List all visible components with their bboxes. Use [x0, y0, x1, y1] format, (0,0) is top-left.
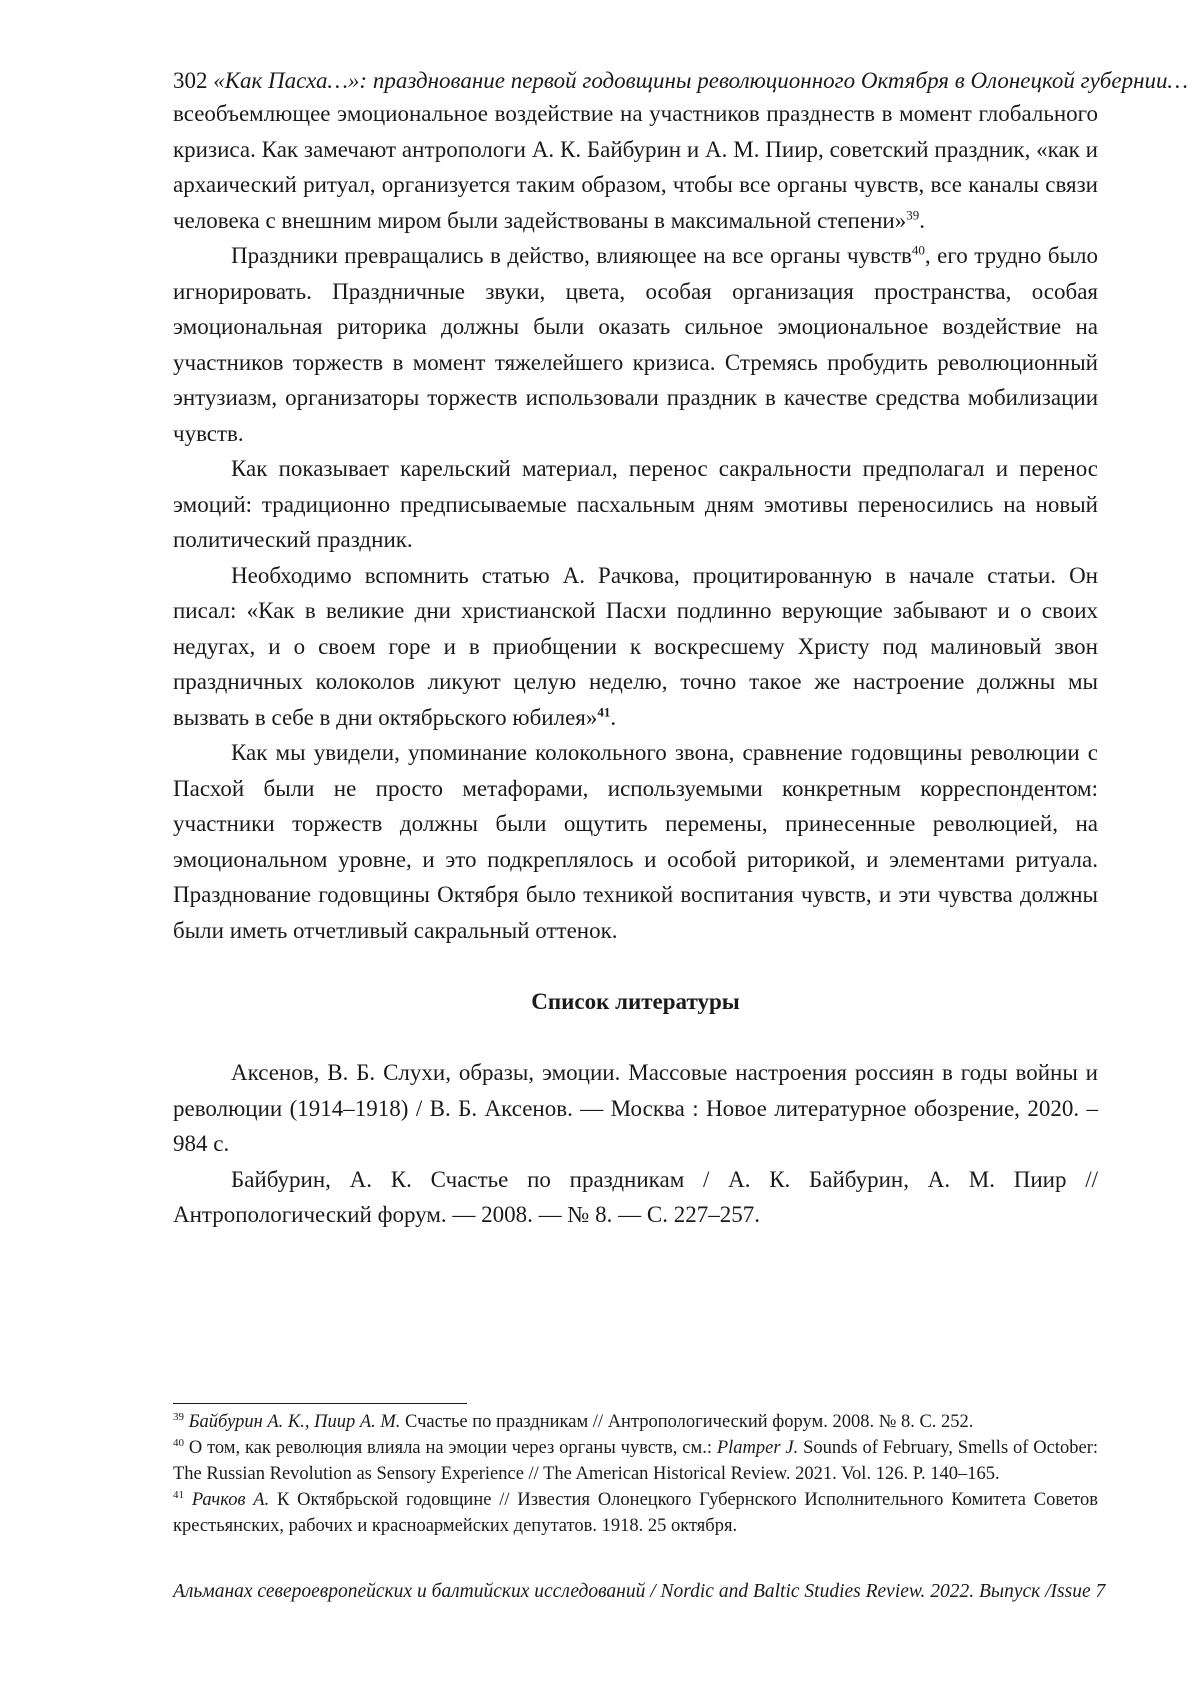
footnote-number: 39: [173, 1410, 184, 1423]
reference-item: Байбурин, А. К. Счастье по праздникам / А. К. Байбурин, А. М. Пиир // Антропологический форум. — 2008. — № 8. — С. 227–257.: [173, 1166, 1098, 1227]
footnote-author: Рачков А.: [191, 1490, 270, 1510]
reference-item: Аксенов, В. Б. Слухи, образы, эмоции. Массовые настроения россиян в годы войны и революции (1914–1918) / В. Б. Аксенов. — Москва : Новое литературное обозрение, 2020. – 984 с.: [173, 1060, 1098, 1156]
page-number: 302: [173, 68, 208, 93]
footnotes: [173, 1409, 1098, 1539]
paragraph-text: всеобъемлющее эмоциональное воздействие на участников празднеств в момент глобального кризиса. Как замечают антропологи А. К. Байбурин и А. М. Пиир, советский праздник, «как и архаический ритуал, организуется таким образом, чтобы все органы чувств, все каналы связи человека с внешним миром были задействованы в максимальной степени»: [173, 101, 1098, 233]
running-footer: Альманах североевропейских и балтийских исследований / Nordic and Baltic Studies Review. 2022. Выпуск /Issue 7: [173, 1581, 1106, 1602]
footnote-ref[interactable]: 41: [597, 703, 611, 719]
paragraph-text: Праздники превращались в действо, влияющее на все органы чувств: [231, 243, 912, 268]
footnote-author: Байбурин А. К., Пиир А. М.: [188, 1412, 401, 1432]
footnote-number: 40: [173, 1436, 184, 1449]
paragraph-text: .: [610, 704, 617, 730]
footnote-divider: [173, 1403, 467, 1404]
paragraph: [173, 96, 1098, 238]
running-header: [173, 66, 1188, 96]
footnote-ref[interactable]: 40: [911, 242, 925, 258]
page-content: [173, 66, 1188, 1233]
paragraph-text: .: [919, 207, 925, 233]
article-body: [173, 96, 1098, 948]
footnote: [173, 1487, 1098, 1539]
paragraph: [173, 558, 1098, 736]
running-title: «Как Пасха…»: празднование первой годовщины революционного Октября в Олонецкой губернии…: [213, 68, 1188, 93]
footnote: [173, 1409, 1098, 1435]
paragraph-text: , его трудно было игнорировать. Праздничные звуки, цвета, особая организация пространства, особая эмоциональная риторика должны были оказать сильное эмоциональное воздействие на участников торжеств в момент тяжелейшего кризиса. Стремясь пробудить революционный энтузиазм, организаторы торжеств использовали праздник в качестве средства мобилизации чувств.: [173, 243, 1099, 446]
footnote-text: Sounds of February, Smells of October: The Russian Revolution as Sensory Experience // The American Historical Review. 2021. Vol. 126. P. 140–165.: [173, 1438, 1098, 1484]
footnote-text: К Октябрьской годовщине // Известия Олонецкого Губернского Исполнительного Комитета Советов крестьянских, рабочих и красноармейских депутатов. 1918. 25 октября.: [173, 1490, 1098, 1536]
paragraph-text: Необходимо вспомнить статью А. Рачкова, процитированную в начале статьи. Он писал: «Как в великие дни христианской Пасхи подлинно верующие забывают и о своих недугах, и о своем горе и в приобщении к воскресшему Христу под малиновый звон праздничных колоколов ликуют целую неделю, точно такое же настроение должны мы вызвать в себе в дни октябрьского юбилея»: [173, 562, 1098, 730]
footnote-text: Счастье по праздникам // Антропологический форум. 2008. № 8. С. 252.: [400, 1412, 974, 1432]
footnote: [173, 1435, 1098, 1487]
footnote-text: О том, как революция влияла на эмоции через органы чувств, см.:: [184, 1438, 717, 1458]
footnote-number: 41: [173, 1488, 184, 1501]
paragraph: Как показывает карельский материал, перенос сакральности предполагал и перенос эмоций: традиционно предписываемые пасхальным дням эмотивы переносились на новый политический праздник.: [173, 456, 1098, 552]
references-heading: Список литературы: [531, 989, 740, 1014]
footnote-ref[interactable]: 39: [906, 206, 920, 222]
footnote-author: Plamper J.: [716, 1438, 799, 1458]
paragraph: Как мы увидели, упоминание колокольного звона, сравнение годовщины революции с Пасхой были не просто метафорами, используемыми конкретным корреспондентом: участники торжеств должны были ощутить перемены, принесенные революцией, на эмоциональном уровне, и это подкреплялось и особой риторикой, и элементами ритуала. Празднование годовщины Октября было техникой воспитания чувств, и эти чувства должны были иметь отчетливый сакральный оттенок.: [173, 740, 1098, 943]
paragraph: [173, 238, 1098, 451]
